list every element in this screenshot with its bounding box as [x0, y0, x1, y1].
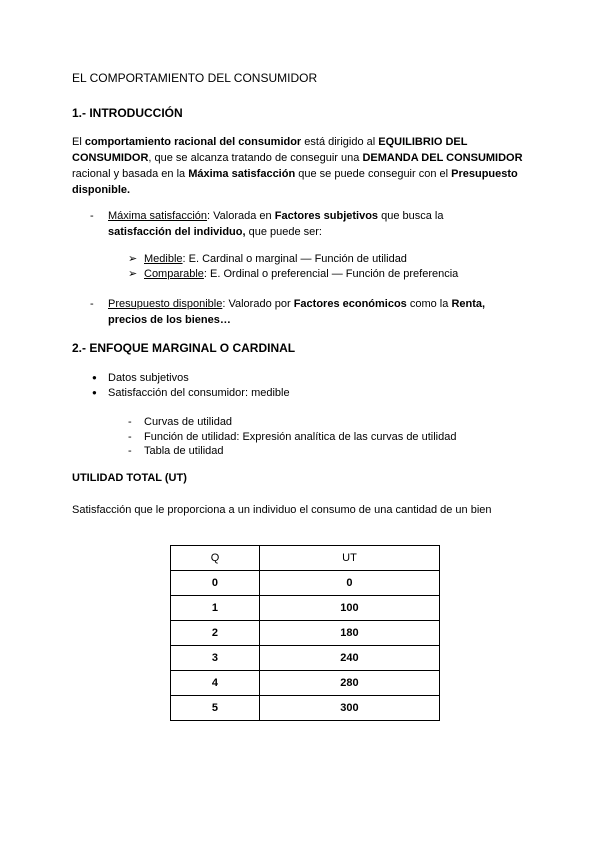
intro-text: racional y basada en la: [72, 168, 189, 180]
list-text: que puede ser:: [245, 226, 322, 238]
list-text: : Valorado por: [222, 298, 294, 310]
sub-list-text: Función de utilidad: Expresión analítica de las curvas de utilidad: [144, 431, 457, 443]
dash-marker: -: [128, 431, 132, 443]
table-row: [171, 646, 440, 671]
cell-ut: 300: [259, 696, 439, 721]
utilidad-total-table: [170, 545, 440, 721]
cell-ut: 0: [259, 571, 439, 596]
cell-ut: 280: [259, 671, 439, 696]
intro-bold: Presupuesto disponible.: [72, 168, 518, 196]
intro-text: está dirigido al: [301, 136, 379, 148]
section-heading-enfoque-marginal: 2.- ENFOQUE MARGINAL O CARDINAL: [72, 341, 296, 355]
intro-bold: Máxima satisfacción: [188, 168, 296, 180]
cell-ut: 240: [259, 646, 439, 671]
cell-q: 1: [171, 596, 260, 621]
table-row: [171, 571, 440, 596]
intro-paragraph: [72, 134, 532, 198]
bullet-item: [92, 385, 290, 401]
list-text: : Valorada en: [207, 210, 275, 222]
dash-marker: -: [128, 416, 132, 428]
column-header-q: Q: [171, 546, 260, 571]
dash-marker: -: [128, 445, 132, 457]
sub-list-text: Tabla de utilidad: [144, 445, 224, 457]
list-text: que busca la: [378, 210, 444, 222]
intro-bold: comportamiento racional del consumidor: [84, 136, 302, 148]
underlined-term: Medible: [144, 253, 183, 265]
bullet-icon: ●: [92, 388, 97, 397]
bold-term: Factores subjetivos: [274, 210, 379, 222]
dash-marker: -: [90, 298, 94, 310]
cell-q: 2: [171, 621, 260, 646]
dash-marker: -: [90, 210, 94, 222]
bullet-item: [92, 370, 189, 386]
intro-text: El: [72, 136, 85, 148]
table-row: [171, 596, 440, 621]
list-text: como la: [406, 298, 452, 310]
list-item-text: [108, 296, 508, 328]
sub-item-text: : E. Cardinal o marginal — Función de utilidad: [182, 253, 407, 265]
utilidad-total-heading: UTILIDAD TOTAL (UT): [72, 472, 187, 484]
column-header-ut: UT: [259, 546, 439, 571]
sub-list-item: [128, 443, 224, 459]
intro-bold: EQUILIBRIO DEL CONSUMIDOR: [72, 136, 468, 164]
sub-list-text: Curvas de utilidad: [144, 416, 233, 428]
cell-q: 0: [171, 571, 260, 596]
table-row: [171, 696, 440, 721]
intro-bold: DEMANDA DEL CONSUMIDOR: [362, 152, 523, 164]
utilidad-total-definition: Satisfacción que le proporciona a un individuo el consumo de una cantidad de un bien: [72, 504, 492, 516]
intro-text: , que se alcanza tratando de conseguir una: [148, 152, 363, 164]
cell-q: 5: [171, 696, 260, 721]
table-row: [171, 671, 440, 696]
cell-ut: 180: [259, 621, 439, 646]
bold-term: Renta, precios de los bienes…: [108, 298, 486, 326]
cell-q: 3: [171, 646, 260, 671]
sub-item-comparable: [128, 266, 458, 282]
cell-ut: 100: [259, 596, 439, 621]
underlined-term: Presupuesto disponible: [108, 298, 223, 310]
sub-list-item: [128, 414, 232, 430]
sub-item-text: : E. Ordinal o preferencial — Función de preferencia: [203, 268, 459, 280]
underlined-term: Comparable: [144, 268, 204, 280]
bold-term: satisfacción del individuo,: [108, 226, 246, 238]
bullet-text: Datos subjetivos: [108, 372, 189, 384]
section-heading-introduccion: 1.- INTRODUCCIÓN: [72, 106, 183, 120]
document-title: EL COMPORTAMIENTO DEL CONSUMIDOR: [72, 71, 318, 85]
sub-item-medible: [128, 251, 407, 267]
bold-term: Factores económicos: [293, 298, 407, 310]
list-item-text: [108, 208, 508, 240]
intro-text: que se puede conseguir con el: [295, 168, 452, 180]
table-row: [171, 621, 440, 646]
bullet-icon: ●: [92, 373, 97, 382]
arrow-icon: ➢: [128, 253, 138, 265]
table-header-row: [171, 546, 440, 571]
cell-q: 4: [171, 671, 260, 696]
bullet-text: Satisfacción del consumidor: medible: [108, 387, 290, 399]
arrow-icon: ➢: [128, 268, 138, 280]
underlined-term: Máxima satisfacción: [108, 210, 208, 222]
